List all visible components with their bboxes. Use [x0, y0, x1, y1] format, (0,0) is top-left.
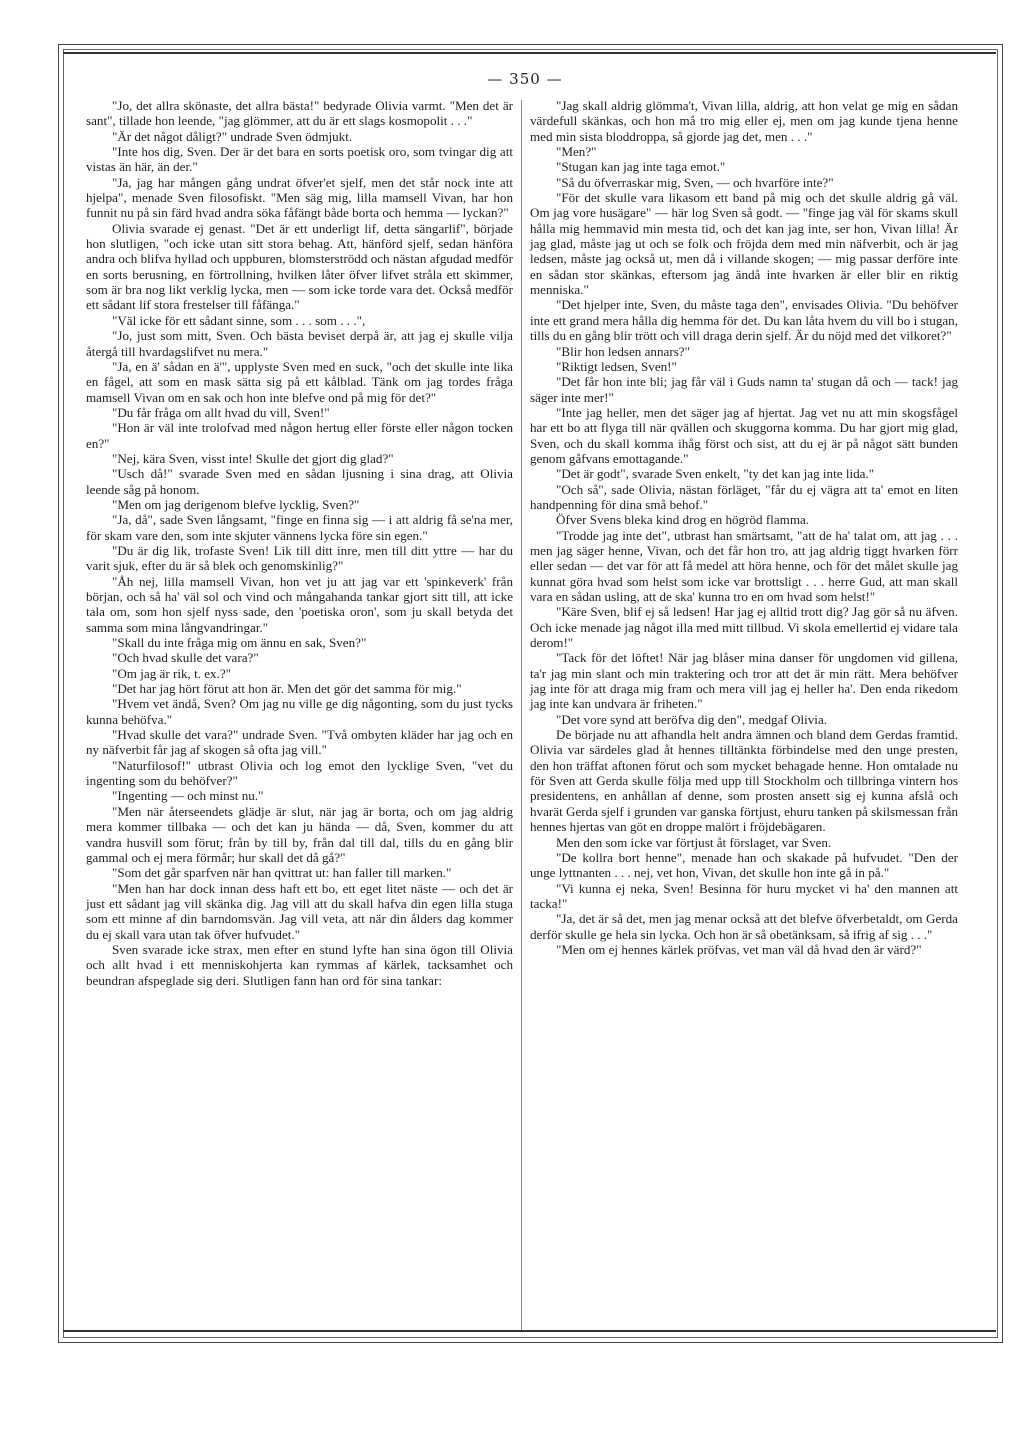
top-rule	[63, 52, 996, 54]
paragraph: "Ja, då", sade Sven långsamt, "finge en finna sig — i att aldrig få se'na mer, för skam vare den, som inte skjuter vännens lycka före sin egen."	[86, 512, 513, 543]
paragraph: "Och så", sade Olivia, nästan förläget, "får du ej vägra att ta' emot en liten handpenning för dina små behof."	[530, 481, 958, 512]
paragraph: "Det vore synd att beröfva dig den", medgaf Olivia.	[556, 711, 828, 727]
paragraph: Öfver Svens bleka kind drog en högröd flamma.	[556, 512, 810, 528]
paragraph: "Men om ej hennes kärlek pröfvas, vet man väl då hvad den är värd?"	[556, 941, 922, 957]
paragraph: "Du får fråga om allt hvad du vill, Sven!"	[112, 404, 330, 420]
paragraph: "Men när återseendets glädje är slut, när jag är borta, och om jag aldrig mera kommer tillbaka — och det kan ju hända — då, Sven, kommer du att vandra husvill som förut; från by till by, från dal till dal, tills du en gång blir gammal och ej mera förmår; hur skall det då gå?"	[86, 803, 513, 865]
paragraph: Men den som icke var förtjust åt förslaget, var Sven.	[556, 834, 832, 850]
paragraph: "Som det går sparfven när han qvittrat ut: han faller till marken."	[112, 865, 452, 881]
paragraph: "Jag skall aldrig glömma't, Vivan lilla, aldrig, att hon velat ge mig en sådan värdefull skänkas, och hon må tro mig eller ej, men om jag kunde tjena henne med min sista bloddroppa, så gjorde jag det, men . . ."	[530, 98, 958, 144]
left-column	[86, 98, 513, 988]
paragraph: "Trodde jag inte det", utbrast han smärtsamt, "att de ha' talat om, att jag . . . men jag säger henne, Vivan, och det får hon tro, att jag aldrig tiggt hvarken förr eller sedan — det var för att få medel att höra henne, och för det målet skulle jag kunnat göra hvad som helst som icke var brottsligt . . . herre Gud, att man skall vara en sådan usling, att de ska' kunna tro en om hvad som helst!"	[530, 527, 958, 604]
column-divider	[521, 100, 522, 1330]
paragraph: Olivia svarade ej genast. "Det är ett underligt lif, detta sängarlif", började hon slutligen, "och icke utan sitt stora behag. Att, hänförd sjelf, sedan hänföra andra och blifva hyllad och uppburen, blomsterströdd och nästan afgudad medför en sorts berusning, en förtrollning, hvilken låter öfver lifvet stråla ett skimmer, som är bra nog likt verklig lycka, men — som icke torde vara det. Också medför ett sådant lif stora frestelser till fåfänga."	[86, 220, 513, 313]
paragraph: "Ja, det är så det, men jag menar också att det blefve öfverbetaldt, om Gerda derför skulle ge hela sin lycka. Och hon är så obetänksam, så ifrig af sig . . ."	[530, 911, 958, 942]
paragraph: "Väl icke för ett sådant sinne, som . . . som . . .",	[112, 312, 366, 328]
paragraph: "Men om jag derigenom blefve lycklig, Sven?"	[112, 496, 360, 512]
paragraph: "Och hvad skulle det vara?"	[112, 650, 259, 666]
paragraph: "Vi kunna ej neka, Sven! Besinna för huru mycket vi ha' den mannen att tacka!"	[530, 880, 958, 911]
paragraph: "Skall du inte fråga mig om ännu en sak, Sven?"	[112, 635, 367, 651]
paragraph: "De kollra bort henne", menade han och skakade på hufvudet. "Den der unge lyttnanten . . . nej, vet hon, Vivan, det skulle hon inte gå in på."	[530, 849, 958, 881]
paragraph: "Nej, kära Sven, visst inte! Skulle det gjort dig glad?"	[112, 450, 394, 466]
paragraph: "Inte hos dig, Sven. Der är det bara en sorts poetisk oro, som tvingar dig att vistas än här, än der."	[86, 144, 513, 175]
paragraph: "Det får hon inte bli; jag får väl i Guds namn ta' stugan då och — tack! jag säger inte mer!"	[530, 374, 958, 405]
paragraph: "Är det något dåligt?" undrade Sven ödmjukt.	[112, 128, 353, 144]
paragraph: De började nu att afhandla helt andra ämnen och bland dem Gerdas framtid. Olivia var särdeles glad åt hennes tilltänkta förbindelse med den unge presten, den hon träffat aftonen förut och som mycket behagade henne. Hon omtalade nu för Sven att Gerda skulle följa med upp till Stockholm och tillbringa vintern hos presidentens, en anhållan af denne, som prosten ansett sig ej kunna afslå och hvarät Gerda sjelf i grunden var ganska förtjust, ehuru tanken på skilsmessan från hennes hjertas van göt en droppe malört i fröjdebägaren.	[530, 727, 958, 835]
paragraph: "Usch då!" svarade Sven med en sådan ljusning i sina drag, att Olivia leende såg på honom.	[86, 466, 513, 497]
paragraph: "Om jag är rik, t. ex.?"	[112, 665, 232, 681]
paragraph: "Ingenting — och minst nu."	[112, 788, 264, 804]
paragraph: "Jo, det allra skönaste, det allra bästa!" bedyrade Olivia varmt. "Men det är sant", tillade hon leende, "jag glömmer, att du är ett slags kosmopolit . . ."	[86, 98, 513, 129]
paragraph: "Tack för det löftet! När jag blåser mina danser för ungdomen vid gillena, ta'r jag min slant och min traktering och tror att det är min rätt. Mera behöfver jag inte för att draga mig fram och mera vill jag ej heller ha'. Den enda rikedom jag inte kan undvara är friheten."	[530, 650, 958, 712]
paragraph: Sven svarade icke strax, men efter en stund lyfte han sina ögon till Olivia och allt hvad i ett menniskohjerta kan rymmas af kärlek, tacksamhet och beundran afspeglade sig deri. Slutligen fann han ord för sina tankar:	[86, 941, 513, 988]
paragraph: "Ja, en ä' sådan en ä'", upplyste Sven med en suck, "och det skulle inte lika en fågel, att som en mask sätta sig på ett kålblad. Tänk om jag tordes fråga mamsell Vivan om en sak och hon inte blefve ond på mig för det?"	[86, 358, 513, 405]
paragraph: "Jo, just som mitt, Sven. Och bästa beviset derpå är, att jag ej skulle vilja återgå till hvardagslifvet nu mera."	[86, 328, 513, 359]
paragraph: "Åh nej, lilla mamsell Vivan, hon vet ju att jag var ett 'spinkeverk' från början, och så ha' väl sol och vind och mångahanda tankar gjort sitt till, att icke tala om, som hon sjelf nyss sade, den 'poetiska oron', som ju skall betyda det samma som mina långvandringar."	[86, 573, 513, 635]
paragraph: "Hvem vet ändå, Sven? Om jag nu ville ge dig någonting, som du just tycks kunna behöfva."	[86, 696, 513, 727]
paragraph: "Det har jag hört förut att hon är. Men det gör det samma för mig."	[112, 681, 462, 697]
paragraph: "För det skulle vara likasom ett band på mig och det skulle aldrig gå väl. Om jag vore husägare" — här log Sven så godt. — "finge jag väl för skams skull hålla mig hemmavid min mesta tid, och det kan jag inte, ser hon, Vivan lilla! Är jag glad, måste jag ut och se folk och fröjda dem med min näfverbit, och är jag ledsen, måste jag också ut, men då i villande skogen; — mig passar derföre inte en sådan stor skänkas, eftersom jag ändå inte hvarken är eller blir en riktig menniska."	[530, 190, 958, 298]
paragraph: "Så du öfverraskar mig, Sven, — och hvarföre inte?"	[556, 174, 834, 190]
paragraph: "Hvad skulle det vara?" undrade Sven. "Två ombyten kläder har jag och en ny näfverbit får jag af skogen så ofta jag vill."	[86, 727, 513, 758]
paragraph: "Ja, jag har mången gång undrat öfver'et sjelf, men det står nock inte att hjelpa", menade Sven filosofiskt. "Men säg mig, lilla mamsell Vivan, har hon funnit nu på sin färd hvad andra söka fåfängt både borta och hemma — lyckan?"	[86, 174, 513, 221]
right-column	[530, 98, 958, 957]
paragraph: "Men?"	[556, 144, 597, 160]
paragraph: "Men han har dock innan dess haft ett bo, ett eget litet näste — och det är just ett sådant jag vill skänka dig. Jag vill att du skall hafva din egen lilla stuga som ett minne af din barndomsvän. Jag vill veta, att när din ålders dag kommer du ej skall vara utan tak öfver hufvudet."	[86, 880, 513, 942]
page-number: — 350 —	[487, 70, 563, 88]
paragraph: "Det hjelper inte, Sven, du måste taga den", envisades Olivia. "Du behöfver inte ett grand mera hålla dig hemma för det. Du kan låta hvem du vill bo i stugan, tills du en gång blir trött och vill draga derin sjelf. Är du nöjd med det vilkoret?"	[530, 297, 958, 344]
paragraph: "Stugan kan jag inte taga emot."	[556, 159, 726, 175]
paragraph: "Du är dig lik, trofaste Sven! Lik till ditt inre, men till ditt yttre — har du varit sjuk, efter du är så blek och genomskinlig?"	[86, 542, 513, 574]
paragraph: "Riktigt ledsen, Sven!"	[556, 358, 677, 374]
paragraph: "Hon är väl inte trolofvad med någon hertug eller förste eller någon tocken en?"	[86, 420, 513, 451]
paragraph: "Inte jag heller, men det säger jag af hjertat. Jag vet nu att min skogsfågel har ett bo att flyga till när qvällen och skuggorna komma. Du har gjort mig glad, Sven, och du skall komma ihåg först och sist, att du ej är på något sätt bunden genom gåfvans emottagande."	[530, 404, 958, 466]
bottom-rule	[63, 1330, 996, 1332]
paragraph: "Käre Sven, blif ej så ledsen! Har jag ej alltid trott dig? Jag gör så nu äfven. Och icke menade jag något illa med mitt tillbud. Vi skola emellertid ej vidare tala derom!"	[530, 604, 958, 651]
paragraph: "Blir hon ledsen annars?"	[556, 343, 690, 359]
paragraph: "Naturfilosof!" utbrast Olivia och log emot den lycklige Sven, "vet du ingenting som du behöfver?"	[86, 757, 513, 789]
paragraph: "Det är godt", svarade Sven enkelt, "ty det kan jag inte lida."	[556, 466, 875, 482]
